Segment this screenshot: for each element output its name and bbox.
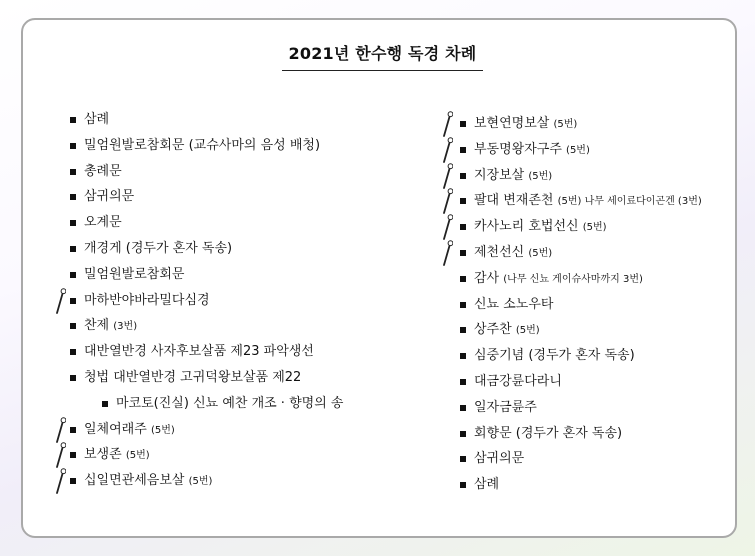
list-item xyxy=(474,190,702,212)
list-item xyxy=(474,319,540,341)
list-item xyxy=(474,268,643,290)
item-label: 마코토(진실) 신뇨 예찬 개조 · 향명의 송 xyxy=(116,395,344,411)
item-note: (5번) xyxy=(188,476,213,488)
list-item xyxy=(84,367,301,389)
list-item xyxy=(474,216,607,238)
bullet-icon xyxy=(460,198,466,204)
bullet-icon xyxy=(70,117,76,123)
bullet-icon xyxy=(460,173,466,179)
list-item xyxy=(84,315,137,337)
item-label: 밀엄원발로참회문 xyxy=(84,266,185,282)
item-label: 오계문 xyxy=(84,215,122,231)
list-item xyxy=(474,423,622,445)
list-item xyxy=(84,444,150,466)
item-label: 일자금륜주 xyxy=(474,399,537,415)
bullet-icon xyxy=(460,250,466,256)
list-item xyxy=(474,242,552,264)
bullet-icon xyxy=(70,323,76,329)
item-note: (5번) xyxy=(553,119,578,130)
list-item xyxy=(84,161,122,183)
item-note: (5번) xyxy=(566,144,590,156)
bullet-icon xyxy=(460,276,466,282)
mallet-icon xyxy=(441,137,453,163)
item-label: 대반열반경 사자후보살품 제23 파악생선 xyxy=(84,344,314,360)
item-label: 일체여래주 xyxy=(84,421,147,437)
bullet-icon xyxy=(460,327,466,333)
bullet-icon xyxy=(460,456,466,462)
bullet-icon xyxy=(70,452,76,458)
list-item xyxy=(474,345,635,367)
list-item xyxy=(474,165,552,187)
mallet-icon xyxy=(441,188,453,214)
bullet-icon xyxy=(460,224,466,230)
item-label: 청법 대반열반경 고귀덕왕보살품 제22 xyxy=(84,370,302,385)
list-item xyxy=(474,294,553,316)
mallet-icon xyxy=(441,240,453,266)
item-label: 회향문 (경두가 혼자 독송) xyxy=(474,425,623,441)
item-note: (5번) xyxy=(125,450,150,462)
bullet-icon xyxy=(70,220,76,226)
bullet-icon xyxy=(70,478,76,484)
list-item xyxy=(474,474,499,496)
bullet-icon xyxy=(460,379,466,385)
item-label: 삼귀의문 xyxy=(474,451,525,467)
bullet-icon xyxy=(70,375,76,381)
item-label: 보생존 xyxy=(84,447,122,463)
bullet-icon xyxy=(460,482,466,488)
mallet-icon xyxy=(54,417,66,443)
list-item xyxy=(116,393,343,415)
mallet-icon xyxy=(441,163,453,189)
item-label: 제천선신 xyxy=(474,245,525,260)
list-item xyxy=(474,371,562,393)
bullet-icon xyxy=(460,405,466,411)
item-label: 감사 xyxy=(474,270,500,286)
item-label: 대금강륜다라니 xyxy=(474,374,562,389)
bullet-icon xyxy=(460,431,466,437)
item-note: (5번) 나무 세이료다이곤겐 (3번) xyxy=(557,196,702,208)
item-label: 지장보살 xyxy=(474,167,525,183)
bullet-icon xyxy=(70,272,76,278)
list-item xyxy=(84,341,314,363)
item-label: 개경게 (경두가 혼자 독송) xyxy=(84,241,233,256)
bullet-icon xyxy=(70,427,76,433)
item-note: (5번) xyxy=(515,325,540,337)
list-item xyxy=(84,109,109,131)
list-item xyxy=(84,470,212,492)
list-item xyxy=(474,448,524,470)
item-label: 삼례 xyxy=(474,477,500,493)
mallet-icon xyxy=(441,214,453,240)
bullet-icon xyxy=(70,194,76,200)
mallet-icon xyxy=(54,288,66,314)
item-label: 밀엄원발로참회문 (교슈사마의 음성 배청) xyxy=(84,137,321,153)
list-item xyxy=(84,238,232,260)
bullet-icon xyxy=(70,169,76,175)
bullet-icon xyxy=(70,349,76,355)
list-item xyxy=(474,139,590,161)
bullet-icon xyxy=(460,353,466,359)
item-note: (3번) xyxy=(113,321,138,333)
item-label: 마하반야바라밀다심경 xyxy=(84,292,210,308)
item-note: (5번) xyxy=(528,170,553,182)
bullet-icon xyxy=(70,246,76,252)
list-item xyxy=(84,212,122,234)
item-label: 심중기념 (경두가 혼자 독송) xyxy=(474,348,635,364)
item-note: (5번) xyxy=(582,222,607,234)
bullet-icon xyxy=(460,302,466,308)
item-label: 삼례 xyxy=(84,112,110,127)
mallet-icon xyxy=(54,442,66,468)
item-label: 총례문 xyxy=(84,163,122,179)
list-item xyxy=(474,397,537,419)
bullet-icon xyxy=(102,401,108,407)
item-note: (5번) xyxy=(150,424,175,436)
item-label: 팔대 변재존천 xyxy=(474,193,554,209)
item-label: 삼귀의문 xyxy=(84,189,135,205)
list-item xyxy=(84,186,134,208)
bullet-icon xyxy=(460,147,466,153)
item-label: 신뇨 소노우타 xyxy=(474,296,554,312)
bullet-icon xyxy=(70,298,76,304)
mallet-icon xyxy=(441,111,453,137)
page-title: 2021년 한수행 독경 차례 xyxy=(282,44,483,71)
list-item xyxy=(84,290,210,312)
mallet-icon xyxy=(54,468,66,494)
list-item xyxy=(84,264,184,286)
list-item xyxy=(84,135,320,157)
list-item xyxy=(84,419,175,441)
list-item xyxy=(474,113,577,135)
item-label: 찬제 xyxy=(84,318,110,334)
item-note: (5번) xyxy=(528,248,553,259)
item-label: 부동명왕자구주 xyxy=(474,141,562,157)
item-note: (나무 신뇨 게이슈사마까지 3번) xyxy=(503,273,643,285)
item-label: 보현연명보살 xyxy=(474,116,550,131)
item-label: 십일면관세음보살 xyxy=(84,473,185,489)
bullet-icon xyxy=(70,143,76,149)
item-label: 상주찬 xyxy=(474,322,512,338)
item-label: 카사노리 호법선신 xyxy=(474,219,579,235)
bullet-icon xyxy=(460,121,466,127)
